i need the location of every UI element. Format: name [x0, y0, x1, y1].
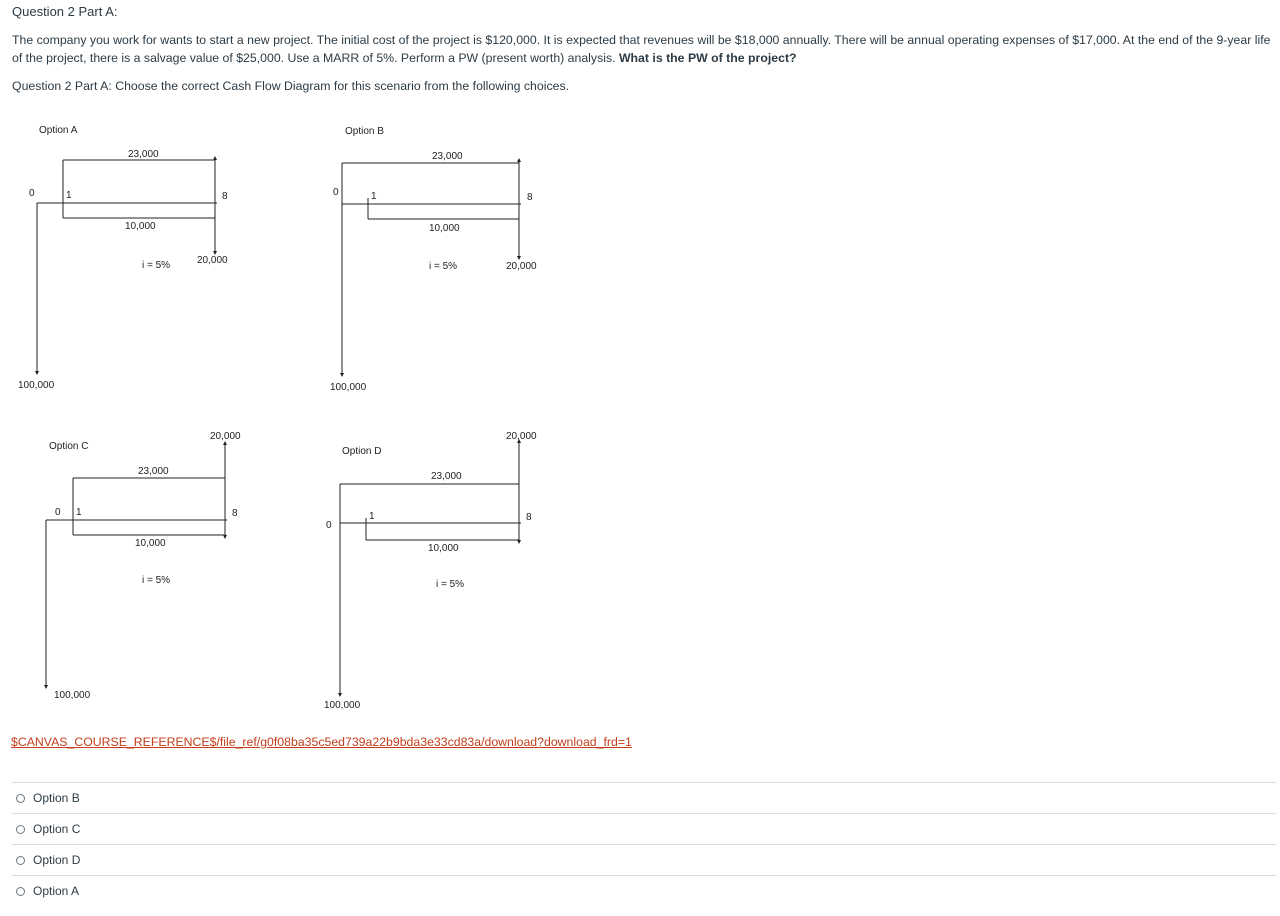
option-c-rate: i = 5%	[142, 575, 171, 586]
option-a-t0: 0	[29, 188, 35, 199]
option-b-salvage: 20,000	[506, 261, 537, 272]
option-a-title: Option A	[39, 125, 78, 136]
answer-option-c[interactable]	[12, 813, 1276, 844]
diagram-option-c	[46, 443, 227, 687]
option-d-tn: 8	[526, 512, 532, 523]
answer-label: Option B	[33, 791, 80, 805]
option-d-t0: 0	[326, 520, 332, 531]
answer-label: Option D	[33, 853, 81, 867]
option-c-t1: 1	[76, 507, 82, 518]
option-d-revenue: 23,000	[431, 471, 462, 482]
answer-label: Option C	[33, 822, 81, 836]
answer-label: Option A	[33, 884, 80, 898]
option-b-initial: 100,000	[330, 382, 367, 393]
question-instruction: Question 2 Part A: Choose the correct Cash Flow Diagram for this scenario from the following choices.	[12, 79, 570, 93]
option-c-initial: 100,000	[54, 690, 91, 701]
option-c-salvage: 20,000	[210, 431, 241, 442]
answer-option-d[interactable]	[12, 844, 1276, 875]
question-title: Question 2 Part A:	[12, 4, 118, 19]
option-a-tn: 8	[222, 191, 228, 202]
radio-icon[interactable]	[16, 825, 25, 834]
option-b-rate: i = 5%	[429, 261, 458, 272]
option-c-revenue: 23,000	[138, 466, 169, 477]
option-b-revenue: 23,000	[432, 151, 463, 162]
option-b-title: Option B	[345, 126, 384, 137]
option-b-t1: 1	[371, 191, 377, 202]
option-b-tn: 8	[527, 192, 533, 203]
option-a-expense: 10,000	[125, 221, 156, 232]
option-d-initial: 100,000	[324, 700, 361, 711]
option-d-expense: 10,000	[428, 543, 459, 554]
question-text: The company you work for wants to start a new project. The initial cost of the project is $120,000. It is expected that revenues will be $18,000 annually. There will be annual operating expenses of $17,000. At the end of the 9-year life of the project, there is a salvage value of $25,000. Use a MARR of 5%. Perform a PW (present worth) analysis.	[12, 33, 1271, 65]
file-reference-link[interactable]: $CANVAS_COURSE_REFERENCE$/file_ref/g0f08ba35c5ed739a22b9bda3e33cd83a/download?download_frd=1	[11, 735, 632, 749]
option-a-initial: 100,000	[18, 380, 55, 391]
option-c-tn: 8	[232, 508, 238, 519]
option-c-expense: 10,000	[135, 538, 166, 549]
option-a-rate: i = 5%	[142, 260, 171, 271]
radio-icon[interactable]	[16, 794, 25, 803]
answer-option-a[interactable]	[12, 875, 1276, 906]
option-b-expense: 10,000	[429, 223, 460, 234]
radio-icon[interactable]	[16, 887, 25, 896]
answer-list	[12, 782, 1276, 906]
option-c-title: Option C	[49, 441, 89, 452]
option-d-rate: i = 5%	[436, 579, 465, 590]
option-d-t1: 1	[369, 511, 375, 522]
answer-option-b[interactable]	[12, 782, 1276, 813]
option-d-salvage: 20,000	[506, 431, 537, 442]
option-a-salvage: 20,000	[197, 255, 228, 266]
option-a-revenue: 23,000	[128, 149, 159, 160]
option-c-t0: 0	[55, 507, 61, 518]
option-a-t1: 1	[66, 190, 72, 201]
option-d-title: Option D	[342, 446, 382, 457]
diagram-option-a	[37, 158, 217, 373]
option-b-t0: 0	[333, 187, 339, 198]
question-prompt: What is the PW of the project?	[618, 51, 797, 65]
radio-icon[interactable]	[16, 856, 25, 865]
